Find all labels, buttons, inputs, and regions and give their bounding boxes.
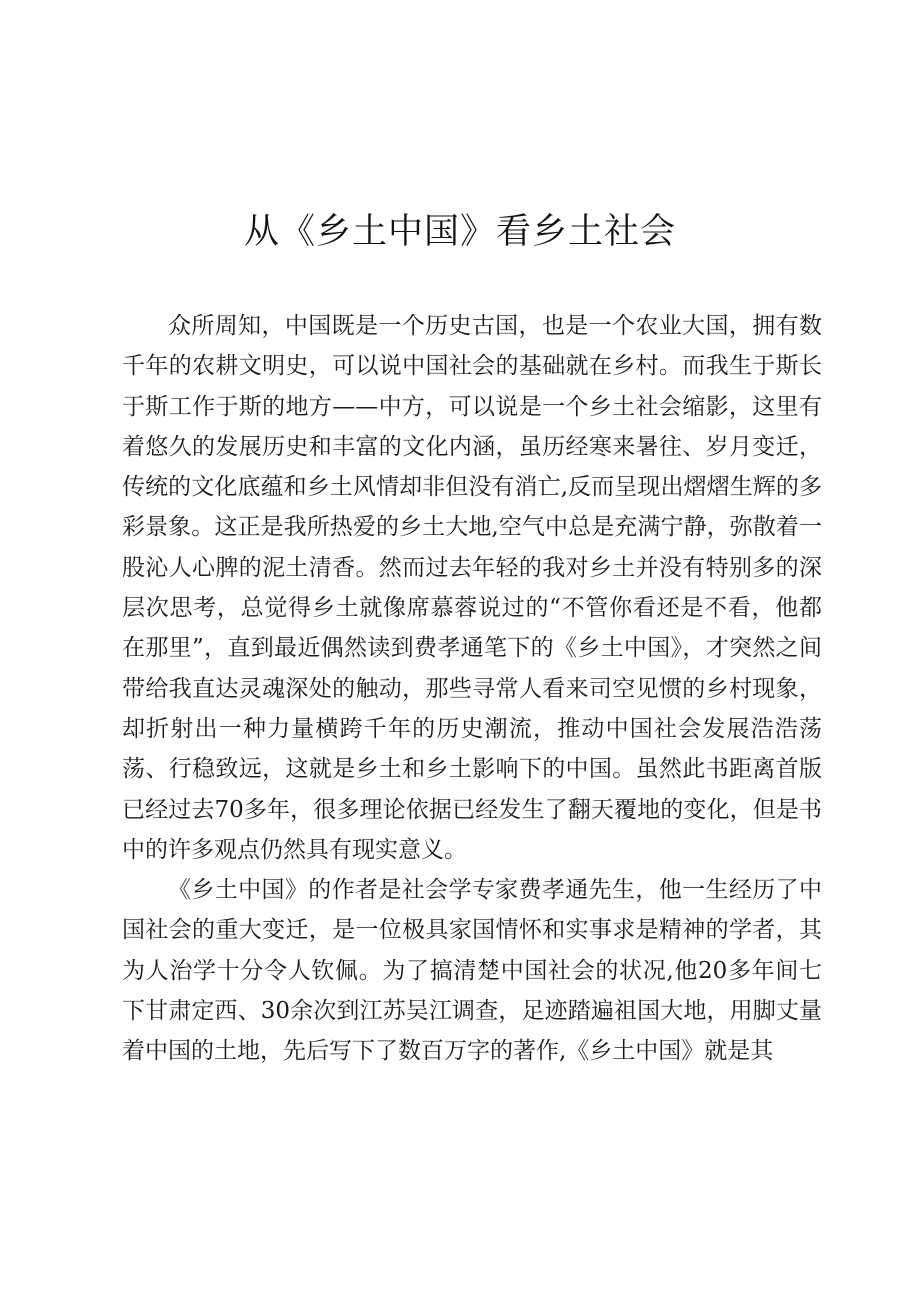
paragraph-intro: 众所周知，中国既是一个历史古国，也是一个农业大国，拥有数千年的农耕文明史，可以说中国社会的基础就在乡村。而我生于斯长于斯工作于斯的地方——中方，可以说是一个乡土社会缩影，这里有着悠久的发展历史和丰富的文化内涵，虽历经寒来暑往、岁月变迁，传统的文化底蕴和乡土风情却非但没有消亡,反而呈现出熠熠生辉的多彩景象。这正是我所热爱的乡土大地,空气中总是充满宁静，弥散着一股沁人心脾的泥土清香。然而过去年轻的我对乡土并没有特别多的深层次思考，总觉得乡土就像席慕蓉说过的“不管你看还是不看，他都在那里”，直到最近偶然读到费孝通笔下的《乡土中国》，才突然之间带给我直达灵魂深处的触动，那些寻常人看来司空见惯的乡村现象，却折射出一种力量横跨千年的历史潮流，推动中国社会发展浩浩荡荡、行稳致远，这就是乡土和乡土影响下的中国。虽然此书距离首版已经过去70多年，很多理论依据已经发生了翻天覆地的变化，但是书中的许多观点仍然具有现实意义。 <box>122 313 822 863</box>
document-title: 从《乡土中国》看乡土社会 <box>243 212 676 252</box>
paragraph-author: 《乡土中国》的作者是社会学专家费孝通先生，他一生经历了中国社会的重大变迁，是一位极具家国情怀和实事求是精神的学者，其为人治学十分令人钦佩。为了搞清楚中国社会的状况,他20多年间七下甘肃定西、30余次到江苏吴江调查，足迹踏遍祖国大地，用脚丈量着中国的土地，先后写下了数百万字的著作,《乡土中国》就是其 <box>122 877 822 1065</box>
document-body <box>122 306 822 1072</box>
